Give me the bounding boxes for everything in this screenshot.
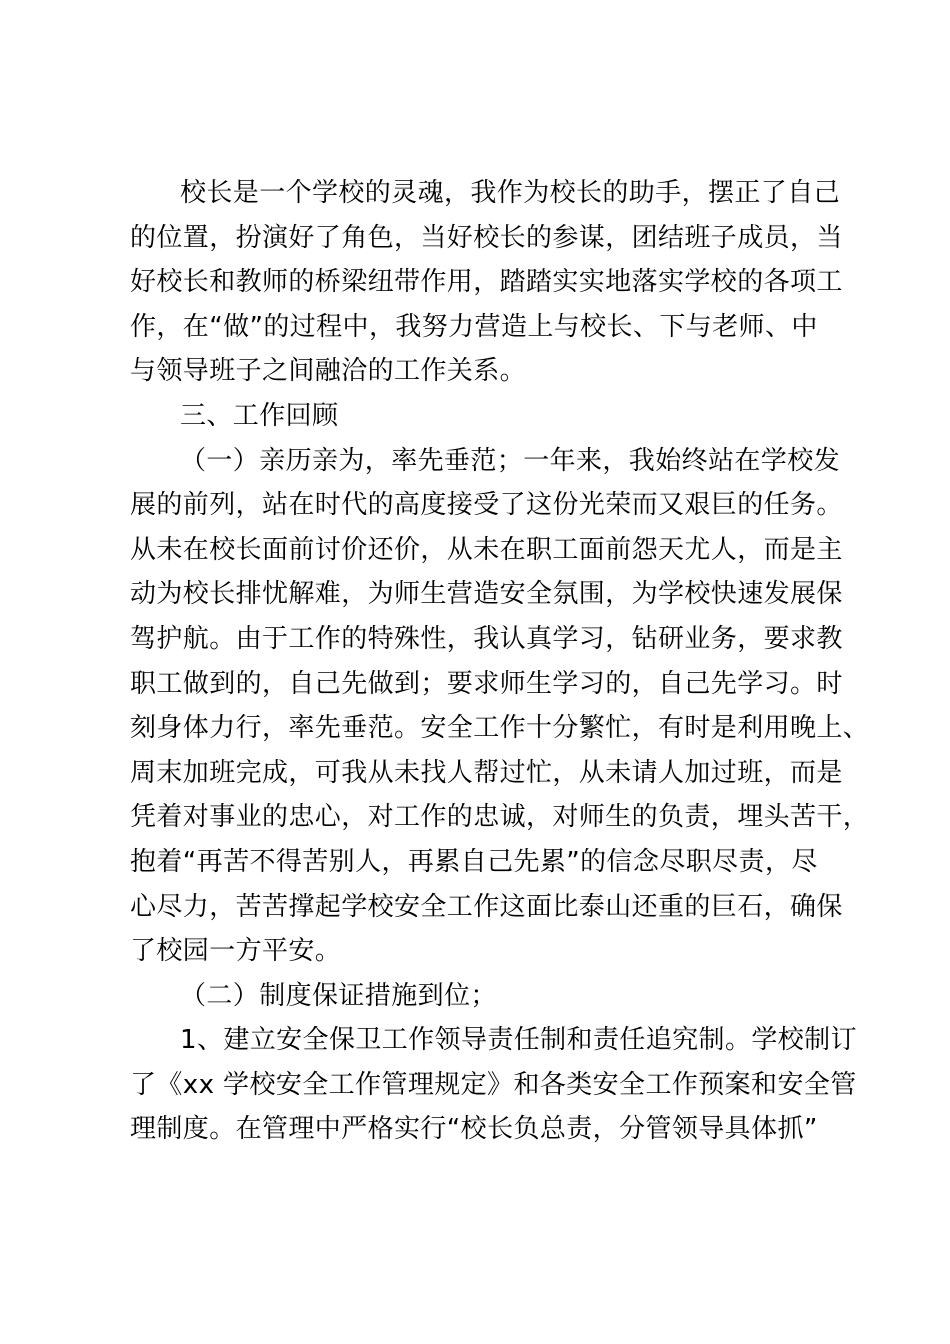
text-line: 凭着对事业的忠心，对工作的忠诚，对师生的负责，埋头苦干，: [130, 802, 870, 833]
text-line: 驾护航。由于工作的特殊性，我认真学习，钻研业务，要求教: [130, 623, 843, 654]
text-line: 好校长和教师的桥梁纽带作用，踏踏实实地落实学校的各项工: [130, 267, 843, 298]
text-line: 心尽力，苦苦撑起学校安全工作这面比泰山还重的巨石，确保: [130, 891, 843, 922]
text-line: 动为校长排忧解难，为师生营造安全氛围，为学校快速发展保: [130, 579, 843, 610]
text-line: 作，在“做”的过程中，我努力营造上与校长、下与老师、中: [130, 311, 818, 342]
text-line: 职工做到的，自己先做到；要求师生学习的，自己先学习。时: [130, 668, 843, 699]
subsection-heading: （二）制度保证措施到位；: [180, 980, 497, 1011]
text-line: 校长是一个学校的灵魂，我作为校长的助手，摆正了自己: [180, 178, 841, 208]
text-line: 与领导班子之间融洽的工作关系。: [130, 356, 527, 387]
text-line: 从未在校长面前讨价还价，从未在职工面前怨天尤人，而是主: [130, 534, 843, 565]
text-line: 展的前列，站在时代的高度接受了这份光荣而又艰巨的任务。: [130, 490, 843, 521]
text-line: 了《xx 学校安全工作管理规定》和各类安全工作预案和安全管: [130, 1069, 857, 1100]
text-line: 了校园一方平安。: [130, 936, 342, 967]
text-line: 刻身体力行，率先垂范。安全工作十分繁忙，有时是利用晚上、: [130, 713, 870, 744]
text-line: （一）亲历亲为，率先垂范；一年来，我始终站在学校发: [180, 445, 841, 476]
document-page: [130, 171, 870, 1152]
text-line: 理制度。在管理中严格实行“校长负总责，分管领导具体抓”: [130, 1114, 818, 1145]
section-heading: 三、工作回顾: [180, 400, 339, 431]
text-line: 周末加班完成，可我从未找人帮过忙，从未请人加过班，而是: [130, 757, 843, 788]
text-line: 1、建立安全保卫工作领导责任制和责任追究制。学校制订: [180, 1025, 857, 1056]
text-line: 的位置，扮演好了角色，当好校长的参谋，团结班子成员，当: [130, 222, 843, 253]
text-line: 抱着“再苦不得苦别人，再累自己先累”的信念尽职尽责，尽: [130, 846, 818, 877]
